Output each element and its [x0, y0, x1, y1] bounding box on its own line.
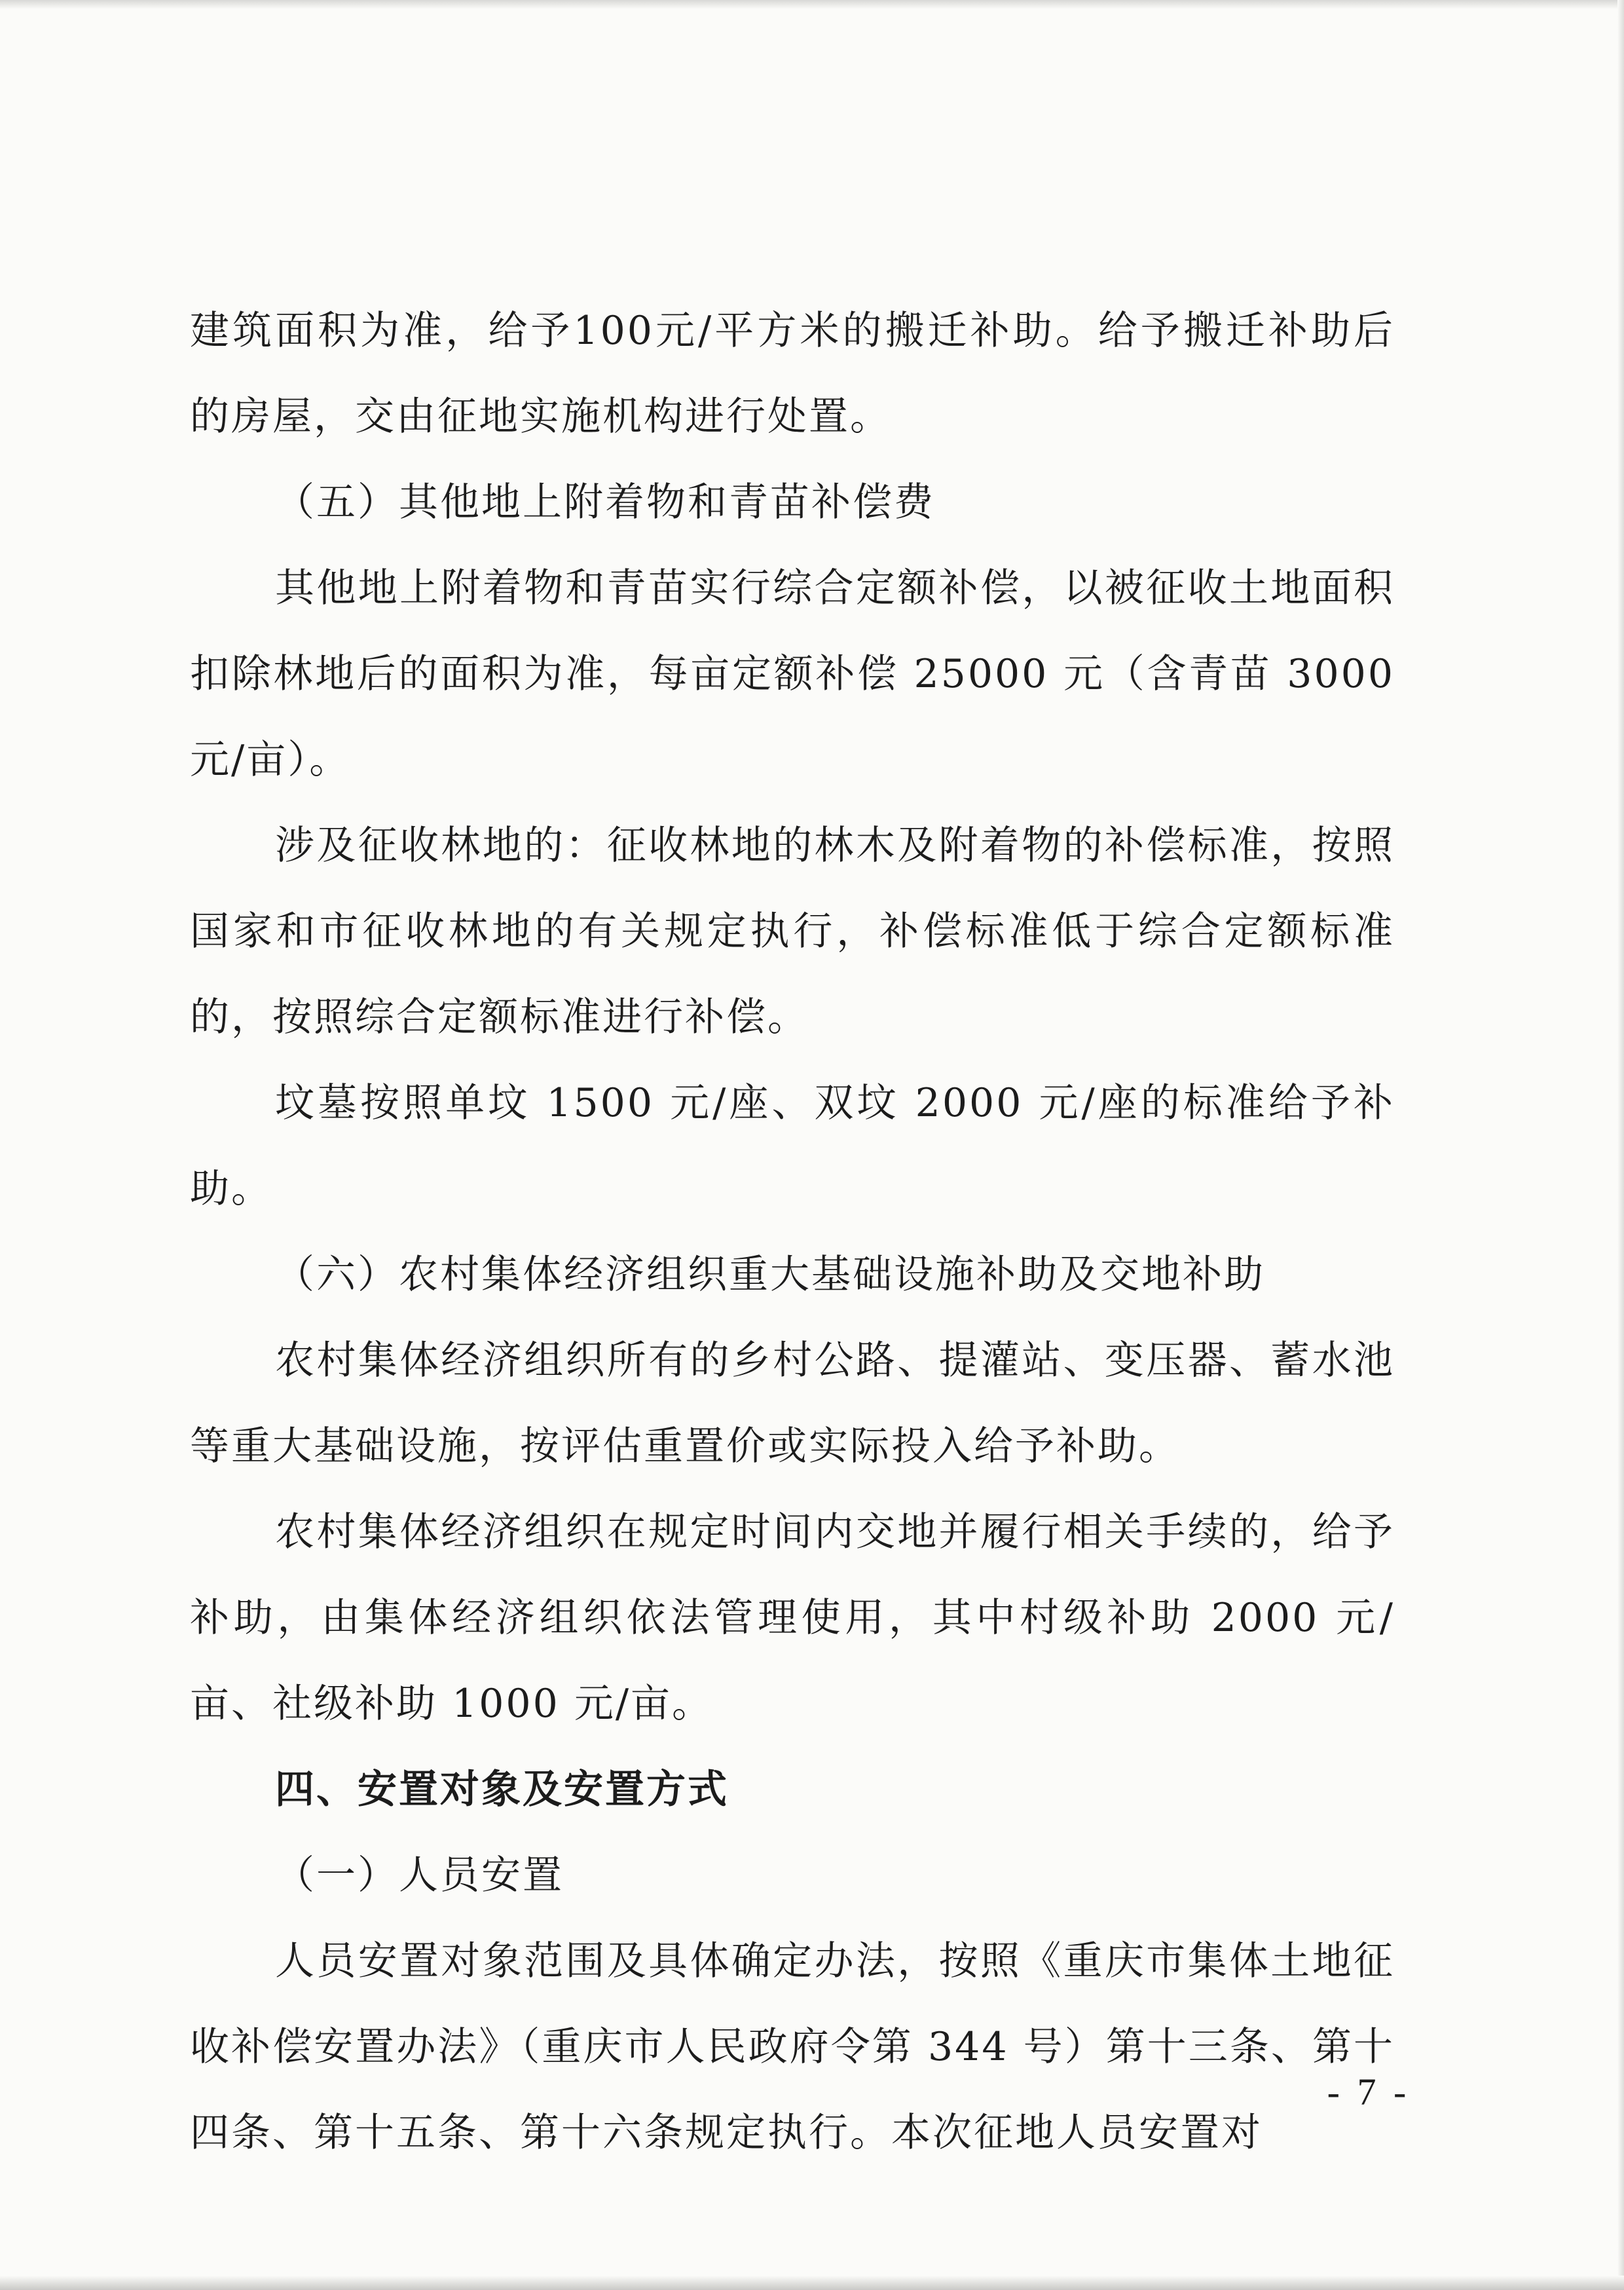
paragraph-continuation: 建筑面积为准，给予100元/平方米的搬迁补助。给予搬迁补助后的房屋，交由征地实施机构进行处置。: [190, 308, 1395, 440]
subheading-other-attachments: （五）其他地上附着物和青苗补偿费: [275, 479, 935, 525]
paragraph-infrastructure: 农村集体经济组织所有的乡村公路、提灌站、变压器、蓄水池等重大基础设施，按评估重置价或实际投入给予补助。: [190, 1338, 1395, 1469]
paragraph-land-handover-subsidy: 农村集体经济组织在规定时间内交地并履行相关手续的，给予补助，由集体经济组织依法管理使用，其中村级补助 2000 元/亩、社级补助 1000 元/亩。: [190, 1509, 1395, 1727]
page-number: - 7 -: [1327, 2071, 1411, 2113]
heading-resettlement: 四、安置对象及安置方式: [275, 1767, 729, 1812]
scan-edge-right: [1617, 0, 1624, 2290]
scan-edge-bottom: [0, 2276, 1624, 2290]
paragraph-attachments-compensation: 其他地上附着物和青苗实行综合定额补偿，以被征收土地面积扣除林地后的面积为准，每亩定额补偿 25000 元（含青苗 3000 元/亩）。: [190, 565, 1395, 783]
document-body: [190, 288, 1395, 2176]
paragraph-forest-land: 涉及征收林地的：征收林地的林木及附着物的补偿标准，按照国家和市征收林地的有关规定执行，补偿标准低于综合定额标准的，按照综合定额标准进行补偿。: [190, 823, 1395, 1040]
scan-edge-top: [0, 0, 1624, 9]
subheading-infrastructure-subsidy: （六）农村集体经济组织重大基础设施补助及交地补助: [275, 1252, 1265, 1298]
subheading-personnel-resettlement: （一）人员安置: [275, 1852, 564, 1898]
paragraph-graves: 坟墓按照单坟 1500 元/座、双坟 2000 元/座的标准给予补助。: [190, 1080, 1395, 1212]
paragraph-personnel-resettlement: 人员安置对象范围及具体确定办法，按照《重庆市集体土地征收补偿安置办法》（重庆市人民政府令第 344 号）第十三条、第十四条、第十五条、第十六条规定执行。本次征地人员安置对: [190, 1938, 1395, 2156]
